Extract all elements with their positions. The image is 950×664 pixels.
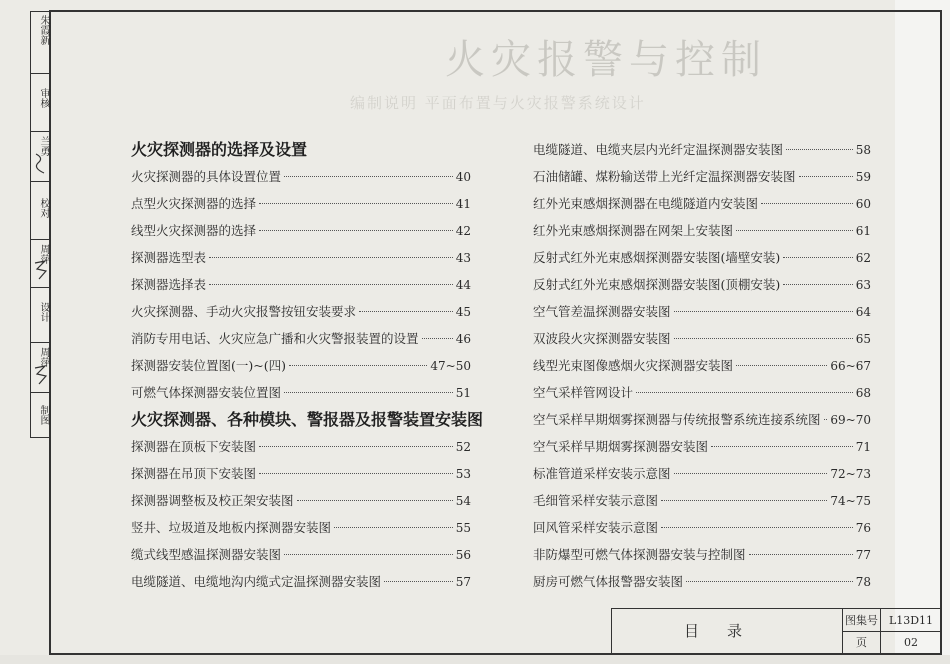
toc-entry-title: 回风管采样安装示意图 [533, 520, 659, 535]
toc-entry[interactable] [131, 433, 471, 460]
toc-entry-title: 火灾探测器的具体设置位置 [131, 169, 282, 184]
toc-entry-title: 双波段火灾探测器安装图 [533, 331, 671, 346]
document-title: 目录 [612, 609, 843, 654]
toc-entry-page: 62 [855, 251, 871, 265]
toc-entry[interactable] [131, 325, 471, 352]
toc-entry-page: 44 [455, 278, 471, 292]
toc-entry-title: 电缆隧道、电缆夹层内光纤定温探测器安装图 [533, 142, 784, 157]
toc-entry-page: 69~70 [830, 413, 871, 427]
toc-entry[interactable] [131, 514, 471, 541]
toc-right-column [533, 136, 871, 595]
toc-entry-page: 71 [855, 440, 871, 454]
toc-entry[interactable] [533, 244, 871, 271]
dot-leader [674, 311, 853, 312]
dot-leader [359, 311, 453, 312]
toc-entry-page: 61 [855, 224, 871, 238]
toc-entry[interactable] [131, 379, 471, 406]
toc-entry[interactable] [533, 217, 871, 244]
toc-entry-title: 可燃气体探测器安装位置图 [131, 385, 282, 400]
toc-entry-page: 66~67 [830, 359, 871, 373]
toc-entry[interactable] [533, 514, 871, 541]
toc-entry-page: 47~50 [430, 359, 471, 373]
dot-leader [284, 392, 453, 393]
dot-leader [259, 203, 453, 204]
toc-entry-page: 74~75 [830, 494, 871, 508]
toc-entry[interactable] [533, 433, 871, 460]
sidebar-cell-design [31, 288, 49, 343]
toc-entry-page: 63 [855, 278, 871, 292]
toc-entry-title: 电缆隧道、电缆地沟内缆式定温探测器安装图 [131, 574, 382, 589]
toc-entry[interactable] [131, 163, 471, 190]
toc-entry-page: 64 [855, 305, 871, 319]
toc-entry-page: 55 [455, 521, 471, 535]
dot-leader [209, 284, 453, 285]
toc-entry-title: 反射式红外光束感烟探测器安装图(墙壁安装) [533, 250, 781, 265]
toc-entry-title: 空气采样早期烟雾探测器与传统报警系统连接系统图 [533, 412, 821, 427]
dot-leader [711, 446, 853, 447]
signature-mark [33, 257, 47, 281]
toc-entry[interactable] [533, 298, 871, 325]
toc-section-heading: 火灾探测器、各种模块、警报器及报警装置安装图 [131, 410, 484, 429]
toc-entry-title: 厨房可燃气体报警器安装图 [533, 574, 684, 589]
page-value: 02 [904, 636, 918, 649]
toc-entry[interactable] [131, 217, 471, 244]
toc-entry-title: 探测器在吊顶下安装图 [131, 466, 257, 481]
dot-leader [259, 473, 453, 474]
toc-entry-title: 探测器选择表 [131, 277, 207, 292]
dot-leader [384, 581, 453, 582]
toc-entry-page: 43 [455, 251, 471, 265]
signature-sidebar [30, 11, 49, 438]
dot-leader [824, 419, 828, 420]
toc-entry[interactable] [533, 190, 871, 217]
toc-entry[interactable] [533, 406, 871, 433]
toc-entry-page: 60 [855, 197, 871, 211]
toc-entry-title: 空气管差温探测器安装图 [533, 304, 671, 319]
sidebar-cell-reviewer [31, 132, 49, 182]
toc-entry-page: 53 [455, 467, 471, 481]
toc-entry-page: 59 [855, 170, 871, 184]
toc-entry-title: 红外光束感烟探测器在电缆隧道内安装图 [533, 196, 759, 211]
toc-entry-title: 探测器安装位置图(一)~(四) [131, 358, 286, 373]
toc-entry[interactable] [533, 487, 871, 514]
toc-entry[interactable] [131, 568, 471, 595]
dot-leader [259, 230, 453, 231]
dot-leader [674, 338, 853, 339]
dot-leader [209, 257, 453, 258]
sidebar-cell-approver [31, 12, 49, 74]
dot-leader [289, 365, 427, 366]
toc-entry[interactable] [533, 271, 871, 298]
toc-entry-title: 缆式线型感温探测器安装图 [131, 547, 282, 562]
toc-entry-page: 40 [455, 170, 471, 184]
toc-entry[interactable] [533, 352, 871, 379]
toc-entry[interactable] [533, 325, 871, 352]
sidebar-cell-checker [31, 240, 49, 288]
sidebar-label: 兰勇 [38, 136, 49, 156]
toc-entry-page: 45 [455, 305, 471, 319]
toc-entry-title: 火灾探测器、手动火灾报警按钮安装要求 [131, 304, 357, 319]
toc-entry-page: 78 [855, 575, 871, 589]
sidebar-cell-designer [31, 343, 49, 393]
toc-entry-title: 点型火灾探测器的选择 [131, 196, 257, 211]
dot-leader [783, 284, 852, 285]
toc-entry[interactable] [533, 568, 871, 595]
toc-entry-title: 非防爆型可燃气体探测器安装与控制图 [533, 547, 746, 562]
dot-leader [297, 500, 453, 501]
toc-left-column [131, 136, 484, 595]
scan-edge [0, 655, 950, 664]
dot-leader [259, 446, 453, 447]
toc-entry-title: 石油储罐、煤粉输送带上光纤定温探测器安装图 [533, 169, 796, 184]
title-block [611, 608, 942, 655]
toc-entry[interactable] [131, 352, 471, 379]
dot-leader [786, 149, 853, 150]
page-label: 页 [843, 632, 881, 654]
dot-leader [284, 176, 453, 177]
toc-entry-page: 54 [455, 494, 471, 508]
toc-entry[interactable] [533, 541, 871, 568]
toc-entry-title: 标准管道采样安装示意图 [533, 466, 671, 481]
toc-entry-page: 57 [455, 575, 471, 589]
toc-entry[interactable] [131, 190, 471, 217]
toc-entry-page: 51 [455, 386, 471, 400]
dot-leader [783, 257, 852, 258]
dot-leader [674, 473, 828, 474]
toc-section-heading: 火灾探测器的选择及设置 [131, 140, 308, 159]
toc-entry-page: 42 [455, 224, 471, 238]
toc-entry[interactable] [131, 271, 471, 298]
signature-mark [33, 362, 47, 386]
sidebar-label: 设计 [38, 302, 49, 322]
atlas-number-value: L13D11 [881, 609, 941, 632]
dot-leader [636, 392, 853, 393]
toc-entry[interactable] [131, 487, 471, 514]
toc-entry-title: 红外光束感烟探测器在网架上安装图 [533, 223, 734, 238]
toc-entry[interactable] [131, 298, 471, 325]
sidebar-cell-check [31, 182, 49, 240]
dot-leader [736, 230, 853, 231]
sidebar-label: 校对 [38, 198, 49, 218]
toc-entry[interactable] [533, 136, 871, 163]
toc-entry[interactable] [131, 244, 471, 271]
toc-entry-title: 线型光束图像感烟火灾探测器安装图 [533, 358, 734, 373]
bleed-through-subtitle: 编制说明 平面布置与火灾报警系统设计 [350, 94, 646, 112]
toc-entry-page: 52 [455, 440, 471, 454]
dot-leader [422, 338, 453, 339]
toc-entry-title: 竖井、垃圾道及地板内探测器安装图 [131, 520, 332, 535]
dot-leader [799, 176, 853, 177]
toc-entry[interactable] [533, 460, 871, 487]
dot-leader [334, 527, 453, 528]
toc-entry-title: 探测器在顶板下安装图 [131, 439, 257, 454]
signature-mark [33, 151, 47, 175]
toc-entry-title: 空气采样早期烟雾探测器安装图 [533, 439, 709, 454]
toc-entry-page: 65 [855, 332, 871, 346]
toc-entry-page: 77 [855, 548, 871, 562]
dot-leader [749, 554, 853, 555]
dot-leader [736, 365, 827, 366]
toc-entry-page: 72~73 [830, 467, 871, 481]
dot-leader [686, 581, 853, 582]
sidebar-cell-review [31, 74, 49, 132]
toc-entry-page: 58 [855, 143, 871, 157]
toc-entry-page: 68 [855, 386, 871, 400]
toc-entry[interactable] [131, 541, 471, 568]
sidebar-cell-drafting [31, 393, 49, 437]
sidebar-label: 周萍 [38, 347, 49, 367]
dot-leader [761, 203, 853, 204]
toc-entry-page: 56 [455, 548, 471, 562]
toc-entry-title: 探测器选型表 [131, 250, 207, 265]
dot-leader [661, 500, 827, 501]
toc-entry-page: 76 [855, 521, 871, 535]
toc-entry-title: 反射式红外光束感烟探测器安装图(顶棚安装) [533, 277, 781, 292]
toc-entry[interactable] [533, 163, 871, 190]
toc-entry-title: 毛细管采样安装示意图 [533, 493, 659, 508]
toc-entry[interactable] [131, 460, 471, 487]
sidebar-label: 审核 [38, 88, 49, 108]
toc-entry-page: 46 [455, 332, 471, 346]
toc-entry-title: 消防专用电话、火灾应急广播和火灾警报装置的设置 [131, 331, 419, 346]
toc-entry-page: 41 [455, 197, 471, 211]
bleed-through-title: 火灾报警与控制 [445, 37, 767, 83]
dot-leader [284, 554, 453, 555]
toc-entry-title: 探测器调整板及校正架安装图 [131, 493, 294, 508]
sidebar-label: 周萍 [38, 244, 49, 264]
sidebar-label: 朱霞新 [38, 15, 49, 45]
toc-entry-title: 线型火灾探测器的选择 [131, 223, 257, 238]
toc-entry-title: 空气采样管网设计 [533, 385, 634, 400]
toc-entry[interactable] [533, 379, 871, 406]
atlas-number-label: 图集号 [843, 609, 881, 632]
sidebar-label: 制图 [38, 405, 49, 425]
dot-leader [661, 527, 853, 528]
